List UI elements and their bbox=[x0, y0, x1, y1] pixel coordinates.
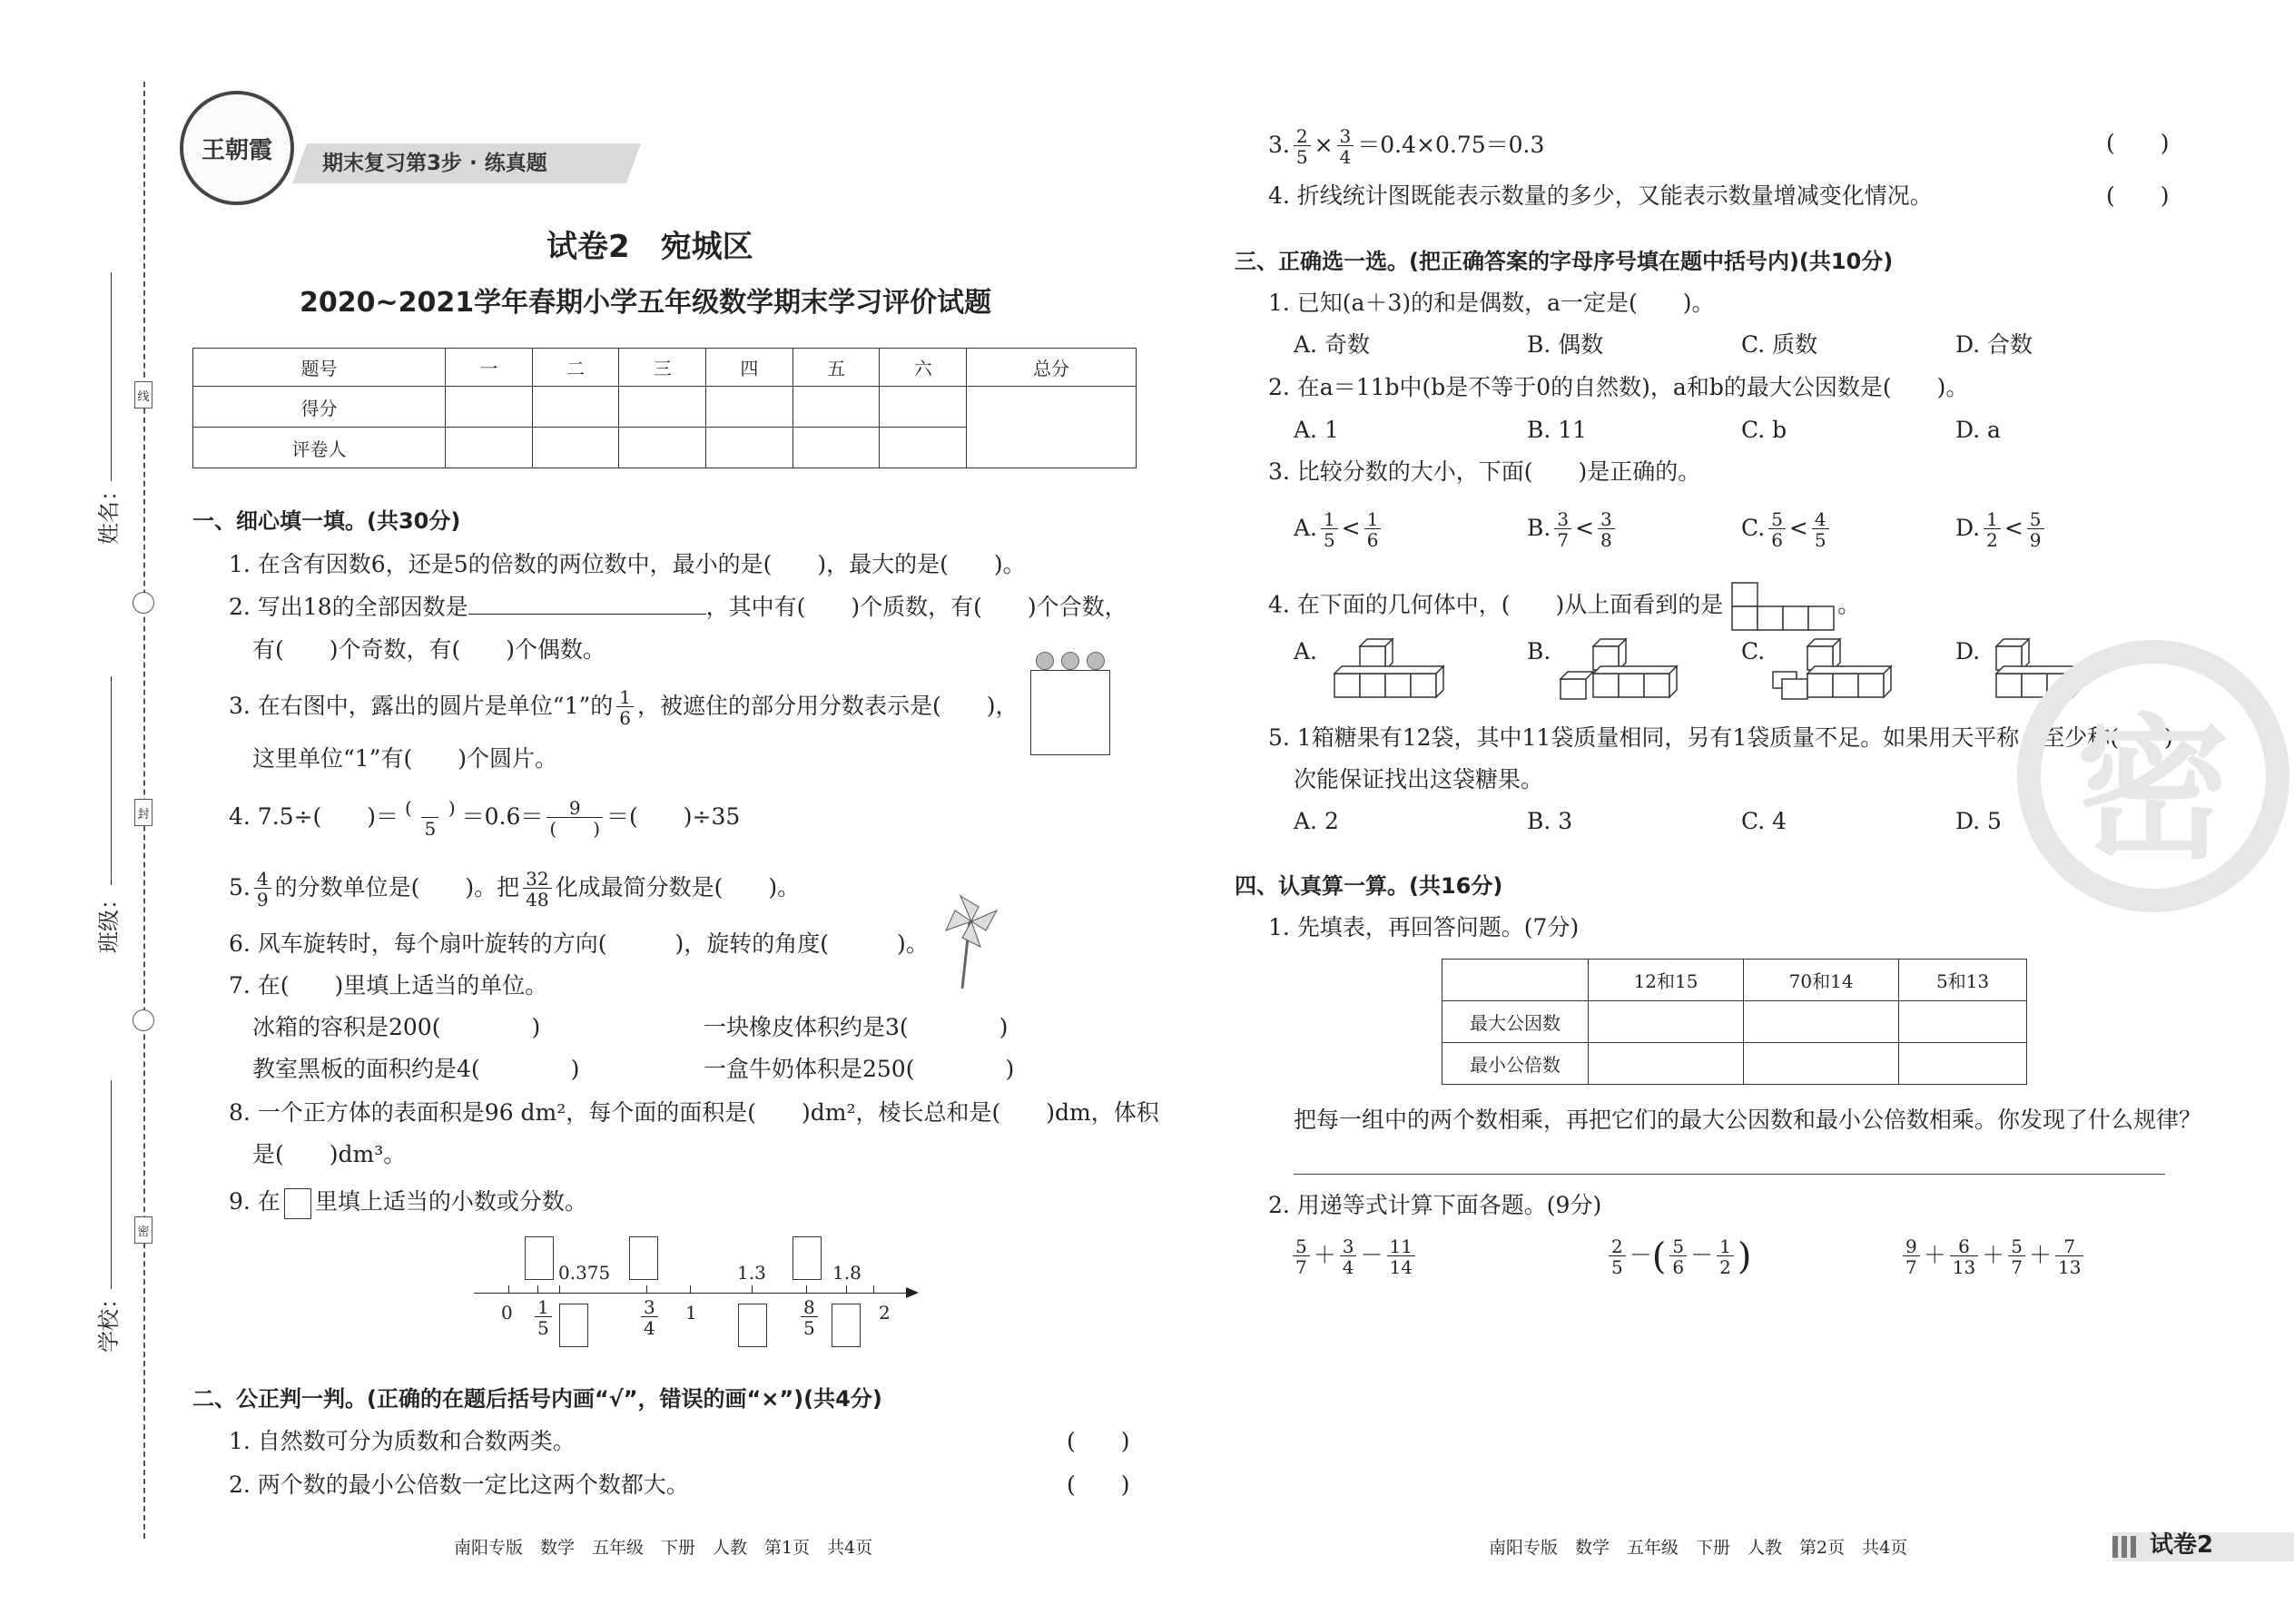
top-view-figure bbox=[1730, 581, 1837, 632]
minus-sign: － bbox=[1690, 1242, 1714, 1268]
option-letter: A. bbox=[1294, 515, 1318, 541]
tick bbox=[873, 1285, 874, 1294]
binding-circle-1 bbox=[133, 592, 154, 614]
cut-mark-1: 线 bbox=[134, 381, 153, 408]
fraction-one-sixth bbox=[616, 688, 634, 727]
cut-mark-2: 封 bbox=[134, 799, 153, 826]
s2-q2-paren[interactable]: ( ) bbox=[1067, 1471, 1130, 1498]
s1-q4 bbox=[229, 799, 740, 838]
s3-q3-option-c[interactable] bbox=[1741, 510, 1833, 549]
s1-q4-text-b: ＝0.6＝ bbox=[461, 803, 544, 830]
numerator: 1 bbox=[1324, 508, 1335, 530]
answer-box[interactable] bbox=[793, 1236, 822, 1280]
footer-badge-squares bbox=[2112, 1536, 2138, 1558]
cut-mark-3: 密 bbox=[134, 1216, 153, 1244]
times-sign: × bbox=[1314, 132, 1334, 158]
brand-logo-text: 王朝霞 bbox=[201, 136, 272, 164]
tick bbox=[508, 1285, 509, 1294]
s3-q4-option-d[interactable]: D. bbox=[1955, 638, 1981, 664]
s1-q2 bbox=[229, 593, 1127, 622]
s2-q2: 2. 两个数的最小公倍数一定比这两个数都大。 bbox=[229, 1471, 689, 1498]
footer-right: 南阳专版 数学 五年级 下册 人教 第2页 共4页 bbox=[1489, 1538, 1908, 1558]
cover-box bbox=[1030, 670, 1110, 755]
s1-q5 bbox=[229, 870, 800, 909]
denominator: 6 bbox=[1364, 528, 1382, 549]
exam-subtitle: 2020~2021学年春期小学五年级数学期末学习评价试题 bbox=[300, 287, 992, 319]
cube-figure-b[interactable] bbox=[1557, 634, 1684, 701]
answer-box[interactable] bbox=[525, 1236, 554, 1280]
pinwheel-icon bbox=[944, 894, 1000, 989]
s1-q7a: 冰箱的容积是200( ) bbox=[252, 1014, 541, 1040]
s3-q4-text-b: 。 bbox=[1837, 591, 1861, 618]
s3-q5-line2: 次能保证找出这袋糖果。 bbox=[1294, 766, 1544, 792]
nl-tick-2: 2 bbox=[879, 1302, 891, 1324]
s1-q5-text-b: 的分数单位是( )。把 bbox=[274, 874, 520, 901]
s3-q3-option-a[interactable] bbox=[1294, 510, 1384, 549]
score-row-label: 得分 bbox=[193, 387, 446, 428]
s3-q2-option-a[interactable]: A. 1 bbox=[1294, 417, 1339, 443]
s1-q3-text-a: 3. 在右图中，露出的圆片是单位“1”的 bbox=[229, 693, 614, 719]
less-than: < bbox=[1788, 515, 1808, 541]
s1-q9 bbox=[229, 1187, 587, 1219]
score-cell[interactable] bbox=[880, 428, 967, 468]
numerator: 1 bbox=[1719, 1235, 1731, 1257]
score-header-cell: 题号 bbox=[193, 349, 446, 387]
watermark-seal bbox=[2017, 640, 2289, 912]
numerator: 1 bbox=[1366, 508, 1379, 530]
score-cell[interactable] bbox=[793, 428, 880, 468]
denominator: 4 bbox=[641, 1316, 658, 1337]
tick bbox=[806, 1285, 807, 1294]
table-answer-cell[interactable] bbox=[1744, 1001, 1899, 1043]
score-cell[interactable] bbox=[706, 387, 793, 428]
s2-q3-paren[interactable]: ( ) bbox=[2106, 130, 2170, 156]
s1-q8-line2: 是( )dm³。 bbox=[252, 1141, 407, 1167]
s3-q3-option-b[interactable] bbox=[1527, 510, 1619, 549]
table-row-label: 最小公倍数 bbox=[1442, 1043, 1589, 1085]
nl-tick-1: 1 bbox=[685, 1302, 697, 1324]
s3-q1-option-d[interactable]: D. 合数 bbox=[1955, 331, 2033, 358]
s3-q4 bbox=[1268, 581, 1860, 632]
score-header-cell: 六 bbox=[880, 349, 967, 387]
denominator: 48 bbox=[523, 888, 551, 909]
s1-q4-text-a: 4. 7.5÷( )＝ bbox=[229, 803, 399, 830]
section-2-title: 二、公正判一判。(正确的在题后括号内画“√”，错误的画“×”)(共4分) bbox=[192, 1386, 882, 1412]
table-header-cell bbox=[1442, 960, 1589, 1001]
section-1-title: 一、细心填一填。(共30分) bbox=[192, 508, 461, 534]
section-3-title: 三、正确选一选。(把正确答案的字母序号填在题中括号内)(共10分) bbox=[1235, 249, 1894, 274]
fraction-blank-5 bbox=[402, 799, 458, 838]
brand-logo bbox=[180, 91, 294, 205]
numerator: 9 bbox=[1905, 1235, 1917, 1257]
s2-q1-paren[interactable]: ( ) bbox=[1067, 1428, 1130, 1454]
nl-frac-8-5 bbox=[797, 1298, 822, 1337]
s3-q2-option-d[interactable]: D. a bbox=[1955, 417, 2001, 443]
numerator: 4 bbox=[256, 868, 269, 890]
s1-q2-line2: 有( )个奇数，有( )个偶数。 bbox=[252, 636, 606, 663]
gcd-lcm-table bbox=[1442, 959, 2027, 1085]
watermark-text: 密 bbox=[2075, 700, 2230, 881]
numerator: 9 bbox=[568, 797, 581, 819]
table-answer-cell[interactable] bbox=[1589, 1043, 1744, 1085]
denominator: 5 bbox=[801, 1316, 818, 1337]
numerator: 3 bbox=[644, 1296, 655, 1318]
s4-expr-1 bbox=[1289, 1237, 1419, 1276]
fraction-9-blank bbox=[546, 799, 603, 838]
name-label: 姓名： bbox=[96, 479, 122, 545]
numerator: 3 bbox=[1557, 508, 1570, 530]
denominator: 7 bbox=[1903, 1255, 1920, 1276]
plus-sign: ＋ bbox=[1313, 1242, 1336, 1268]
s2-q4: 4. 折线统计图既能表示数量的多少，又能表示数量增减变化情况。 bbox=[1268, 182, 1933, 209]
numerator: 5 bbox=[2011, 1235, 2023, 1257]
class-label: 班级： bbox=[96, 888, 122, 953]
fraction-3-4 bbox=[1337, 127, 1354, 166]
s4-q1-question: 把每一组中的两个数相乘，再把它们的最大公因数和最小公倍数相乘。你发现了什么规律？ bbox=[1294, 1107, 2202, 1133]
cube-figure-a[interactable] bbox=[1324, 634, 1451, 701]
denominator: 6 bbox=[616, 706, 634, 727]
s1-q7d: 一盒牛奶体积是250( ) bbox=[704, 1056, 1015, 1082]
table-header-cell: 12和15 bbox=[1589, 960, 1744, 1001]
option-letter: B. bbox=[1527, 515, 1551, 541]
disc-icon bbox=[1061, 652, 1079, 670]
section-4-title: 四、认真算一算。(共16分) bbox=[1235, 873, 1503, 899]
s1-q9-text-a: 9. 在 bbox=[229, 1188, 281, 1215]
numerator: 8 bbox=[803, 1296, 815, 1318]
numerator: 5 bbox=[2029, 508, 2042, 530]
table-answer-cell[interactable] bbox=[1899, 1001, 2027, 1043]
right-paren: ) bbox=[1737, 1235, 1752, 1278]
s1-q8: 8. 一个正方体的表面积是96 dm²，每个面的面积是( )dm²，棱长总和是( )dm，体积 bbox=[229, 1099, 1159, 1126]
s2-q1: 1. 自然数可分为质数和合数两类。 bbox=[229, 1428, 576, 1454]
denominator: 9 bbox=[2027, 528, 2044, 549]
s2-q3 bbox=[1268, 127, 1544, 166]
score-cell[interactable] bbox=[619, 387, 706, 428]
less-than: < bbox=[2004, 515, 2023, 541]
table-header-cell: 5和13 bbox=[1899, 960, 2027, 1001]
score-header-cell: 总分 bbox=[967, 349, 1137, 387]
numerator: 2 bbox=[1295, 125, 1308, 147]
score-row-label: 评卷人 bbox=[193, 428, 446, 468]
s1-q5-text-a: 5. bbox=[229, 874, 251, 901]
numerator: 5 bbox=[1295, 1235, 1307, 1257]
score-cell[interactable] bbox=[532, 387, 619, 428]
s1-q4-text-c: ＝( )÷35 bbox=[606, 803, 741, 830]
s3-q5-option-d[interactable]: D. 5 bbox=[1955, 808, 2002, 834]
score-cell[interactable] bbox=[445, 387, 532, 428]
s1-q7c: 教室黑板的面积约是4( ) bbox=[252, 1056, 580, 1082]
plus-sign: ＋ bbox=[2028, 1242, 2052, 1268]
denominator: 5 bbox=[535, 1316, 552, 1337]
answer-box[interactable] bbox=[559, 1304, 588, 1347]
s3-q4-option-b[interactable]: B. bbox=[1527, 638, 1551, 664]
table-answer-cell[interactable] bbox=[1589, 1001, 1744, 1043]
nl-label-0375: 0.375 bbox=[558, 1262, 611, 1284]
denominator: 2 bbox=[1984, 528, 2001, 549]
s1-q2-text-a: 2. 写出18的全部因数是 bbox=[229, 594, 468, 620]
denominator: 4 bbox=[1337, 145, 1354, 166]
s1-q7: 7. 在( )里填上适当的单位。 bbox=[229, 972, 548, 999]
nl-tick-0: 0 bbox=[501, 1302, 513, 1324]
denominator: 7 bbox=[1293, 1255, 1310, 1276]
score-total-cell[interactable] bbox=[967, 387, 1137, 468]
s4-expr-3 bbox=[1899, 1237, 2087, 1276]
s4-q1: 1. 先填表，再回答问题。(7分) bbox=[1268, 914, 1580, 940]
exam-title: 试卷2 宛城区 bbox=[546, 229, 753, 265]
tick bbox=[537, 1285, 538, 1294]
s1-q9-text-b: 里填上适当的小数或分数。 bbox=[314, 1188, 587, 1215]
s2-q4-paren[interactable]: ( ) bbox=[2106, 182, 2170, 209]
footer-left: 南阳专版 数学 五年级 下册 人教 第1页 共4页 bbox=[454, 1538, 873, 1558]
brand-banner-text: 期末复习第3步 · 练真题 bbox=[322, 152, 547, 175]
denominator: 2 bbox=[1717, 1255, 1734, 1276]
score-cell[interactable] bbox=[619, 428, 706, 468]
denominator: 5 bbox=[421, 817, 438, 838]
s3-q5: 5. 1箱糖果有12袋，其中11袋质量相同，另有1袋质量不足。如果用天平称，至少称( ) bbox=[1268, 724, 2173, 751]
score-header-cell: 一 bbox=[445, 349, 532, 387]
s3-q2-option-b[interactable]: B. 11 bbox=[1527, 417, 1588, 443]
s3-q2: 2. 在a＝11b中(b是不等于0的自然数)，a和b的最大公因数是( )。 bbox=[1268, 374, 1969, 400]
s3-q5-option-c[interactable]: C. 4 bbox=[1741, 808, 1787, 834]
s2-q3-text: ＝0.4×0.75＝0.3 bbox=[1357, 132, 1545, 158]
denominator: 6 bbox=[1768, 528, 1786, 549]
denominator: 5 bbox=[1812, 528, 1829, 549]
s3-q4-option-a[interactable]: A. bbox=[1294, 638, 1318, 664]
option-letter: C. bbox=[1741, 515, 1766, 541]
score-header-cell: 二 bbox=[532, 349, 619, 387]
numerator[interactable]: ( ) bbox=[405, 797, 456, 819]
left-paren: ( bbox=[1651, 1235, 1667, 1278]
score-cell[interactable] bbox=[880, 387, 967, 428]
denominator[interactable]: ( ) bbox=[546, 817, 603, 838]
number-line bbox=[474, 1293, 910, 1294]
option-letter: D. bbox=[1955, 515, 1981, 541]
school-label: 学校： bbox=[96, 1287, 122, 1353]
minus-sign: － bbox=[1629, 1242, 1652, 1268]
s3-q1: 1. 已知(a＋3)的和是偶数，a一定是( )。 bbox=[1268, 290, 1715, 316]
score-cell[interactable] bbox=[445, 428, 532, 468]
numerator: 3 bbox=[1339, 125, 1352, 147]
denominator: 7 bbox=[1554, 528, 1571, 549]
s3-q2-option-c[interactable]: C. b bbox=[1741, 417, 1787, 443]
nl-label-18: 1.8 bbox=[832, 1262, 861, 1284]
score-cell[interactable] bbox=[532, 428, 619, 468]
score-header-cell: 五 bbox=[793, 349, 880, 387]
nl-frac-3-4 bbox=[637, 1298, 662, 1337]
s4-q1-answer-line[interactable] bbox=[1294, 1174, 2165, 1175]
s3-q3: 3. 比较分数的大小，下面( )是正确的。 bbox=[1268, 458, 1701, 485]
denominator: 7 bbox=[2008, 1255, 2025, 1276]
s1-q3-text-b: ，被遮住的部分用分数表示是( )， bbox=[637, 693, 1019, 719]
less-than: < bbox=[1341, 515, 1361, 541]
s3-q4-text-a: 4. 在下面的几何体中，( )从上面看到的是 bbox=[1268, 591, 1724, 618]
school-line[interactable] bbox=[111, 1080, 112, 1289]
name-line[interactable] bbox=[111, 272, 112, 481]
class-line[interactable] bbox=[111, 676, 112, 885]
number-line-arrow bbox=[906, 1287, 919, 1298]
binding-circle-2 bbox=[133, 1009, 154, 1031]
s2-q3-label: 3. bbox=[1268, 132, 1290, 158]
numerator: 1 bbox=[1986, 508, 1998, 530]
score-table bbox=[192, 348, 1137, 468]
denominator: 14 bbox=[1387, 1255, 1415, 1276]
s3-q5-option-b[interactable]: B. 3 bbox=[1527, 808, 1573, 834]
denominator: 13 bbox=[2055, 1255, 2083, 1276]
less-than: < bbox=[1575, 515, 1595, 541]
s1-q7b: 一块橡皮体积约是3( ) bbox=[704, 1014, 1009, 1040]
numerator: 1 bbox=[537, 1296, 549, 1318]
s1-q5-text-c: 化成最简分数是( )。 bbox=[555, 874, 801, 901]
numerator: 3 bbox=[1600, 508, 1612, 530]
score-cell[interactable] bbox=[793, 387, 880, 428]
denominator: 5 bbox=[1294, 145, 1311, 166]
s4-q2: 2. 用递等式计算下面各题。(9分) bbox=[1268, 1192, 1602, 1218]
denominator: 8 bbox=[1598, 528, 1615, 549]
s3-q4-option-c[interactable]: C. bbox=[1741, 638, 1766, 664]
denominator: 13 bbox=[1950, 1255, 1978, 1276]
minus-sign: － bbox=[1360, 1242, 1383, 1268]
score-cell[interactable] bbox=[706, 428, 793, 468]
nl-frac-1-5 bbox=[531, 1298, 556, 1337]
disc-figure bbox=[1030, 652, 1112, 756]
disc-icon bbox=[1087, 652, 1105, 670]
denominator: 6 bbox=[1669, 1255, 1687, 1276]
denominator: 5 bbox=[1609, 1255, 1626, 1276]
s3-q1-option-c[interactable]: C. 质数 bbox=[1741, 331, 1818, 358]
numerator: 3 bbox=[1342, 1235, 1354, 1257]
s1-q2-answer-line[interactable] bbox=[468, 614, 706, 615]
numerator: 11 bbox=[1389, 1235, 1413, 1257]
table-header-cell: 70和14 bbox=[1744, 960, 1899, 1001]
fraction-2-5 bbox=[1294, 127, 1311, 166]
numerator: 2 bbox=[1611, 1235, 1623, 1257]
answer-box[interactable] bbox=[284, 1188, 311, 1219]
numerator: 7 bbox=[2063, 1235, 2076, 1257]
numerator: 1 bbox=[619, 686, 632, 708]
score-header-cell: 三 bbox=[619, 349, 706, 387]
table-answer-cell[interactable] bbox=[1899, 1043, 2027, 1085]
footer-badge: 试卷2 bbox=[2150, 1531, 2214, 1559]
answer-box[interactable] bbox=[738, 1304, 767, 1347]
disc-icon bbox=[1036, 652, 1054, 670]
denominator: 5 bbox=[1321, 528, 1338, 549]
s3-q1-option-b[interactable]: B. 偶数 bbox=[1527, 331, 1604, 358]
numerator: 5 bbox=[1672, 1235, 1685, 1257]
s1-q3 bbox=[229, 688, 1019, 727]
denominator: 9 bbox=[254, 888, 271, 909]
numerator: 32 bbox=[526, 868, 549, 890]
table-row-label: 最大公因数 bbox=[1442, 1001, 1589, 1043]
s4-expr-2 bbox=[1605, 1237, 1751, 1276]
nl-label-13: 1.3 bbox=[737, 1262, 766, 1284]
numerator: 5 bbox=[1771, 508, 1783, 530]
s1-q6: 6. 风车旋转时，每个扇叶旋转的方向( )，旋转的角度( )。 bbox=[229, 930, 929, 957]
fraction-4-9 bbox=[254, 870, 271, 909]
numerator: 6 bbox=[1958, 1235, 1970, 1257]
score-header-cell: 四 bbox=[706, 349, 793, 387]
numerator: 4 bbox=[1814, 508, 1826, 530]
plus-sign: ＋ bbox=[1982, 1242, 2005, 1268]
s1-q1: 1. 在含有因数6，还是5的倍数的两位数中，最小的是( )，最大的是( )。 bbox=[229, 551, 1026, 577]
table-answer-cell[interactable] bbox=[1744, 1043, 1899, 1085]
answer-box[interactable] bbox=[629, 1236, 658, 1280]
denominator: 4 bbox=[1340, 1255, 1357, 1276]
tick bbox=[646, 1285, 647, 1294]
plus-sign: ＋ bbox=[1923, 1242, 1946, 1268]
s1-q3-line2: 这里单位“1”有( )个圆片。 bbox=[252, 745, 557, 772]
s3-q5-option-a[interactable]: A. 2 bbox=[1294, 808, 1339, 834]
tick bbox=[690, 1285, 691, 1294]
answer-box[interactable] bbox=[832, 1304, 861, 1347]
s1-q2-text-b: ，其中有( )个质数，有( )个合数， bbox=[705, 594, 1127, 620]
cube-figure-c[interactable] bbox=[1771, 634, 1898, 701]
fraction-32-48 bbox=[523, 870, 551, 909]
s3-q3-option-d[interactable] bbox=[1955, 510, 2048, 549]
s3-q1-option-a[interactable]: A. 奇数 bbox=[1294, 331, 1370, 358]
